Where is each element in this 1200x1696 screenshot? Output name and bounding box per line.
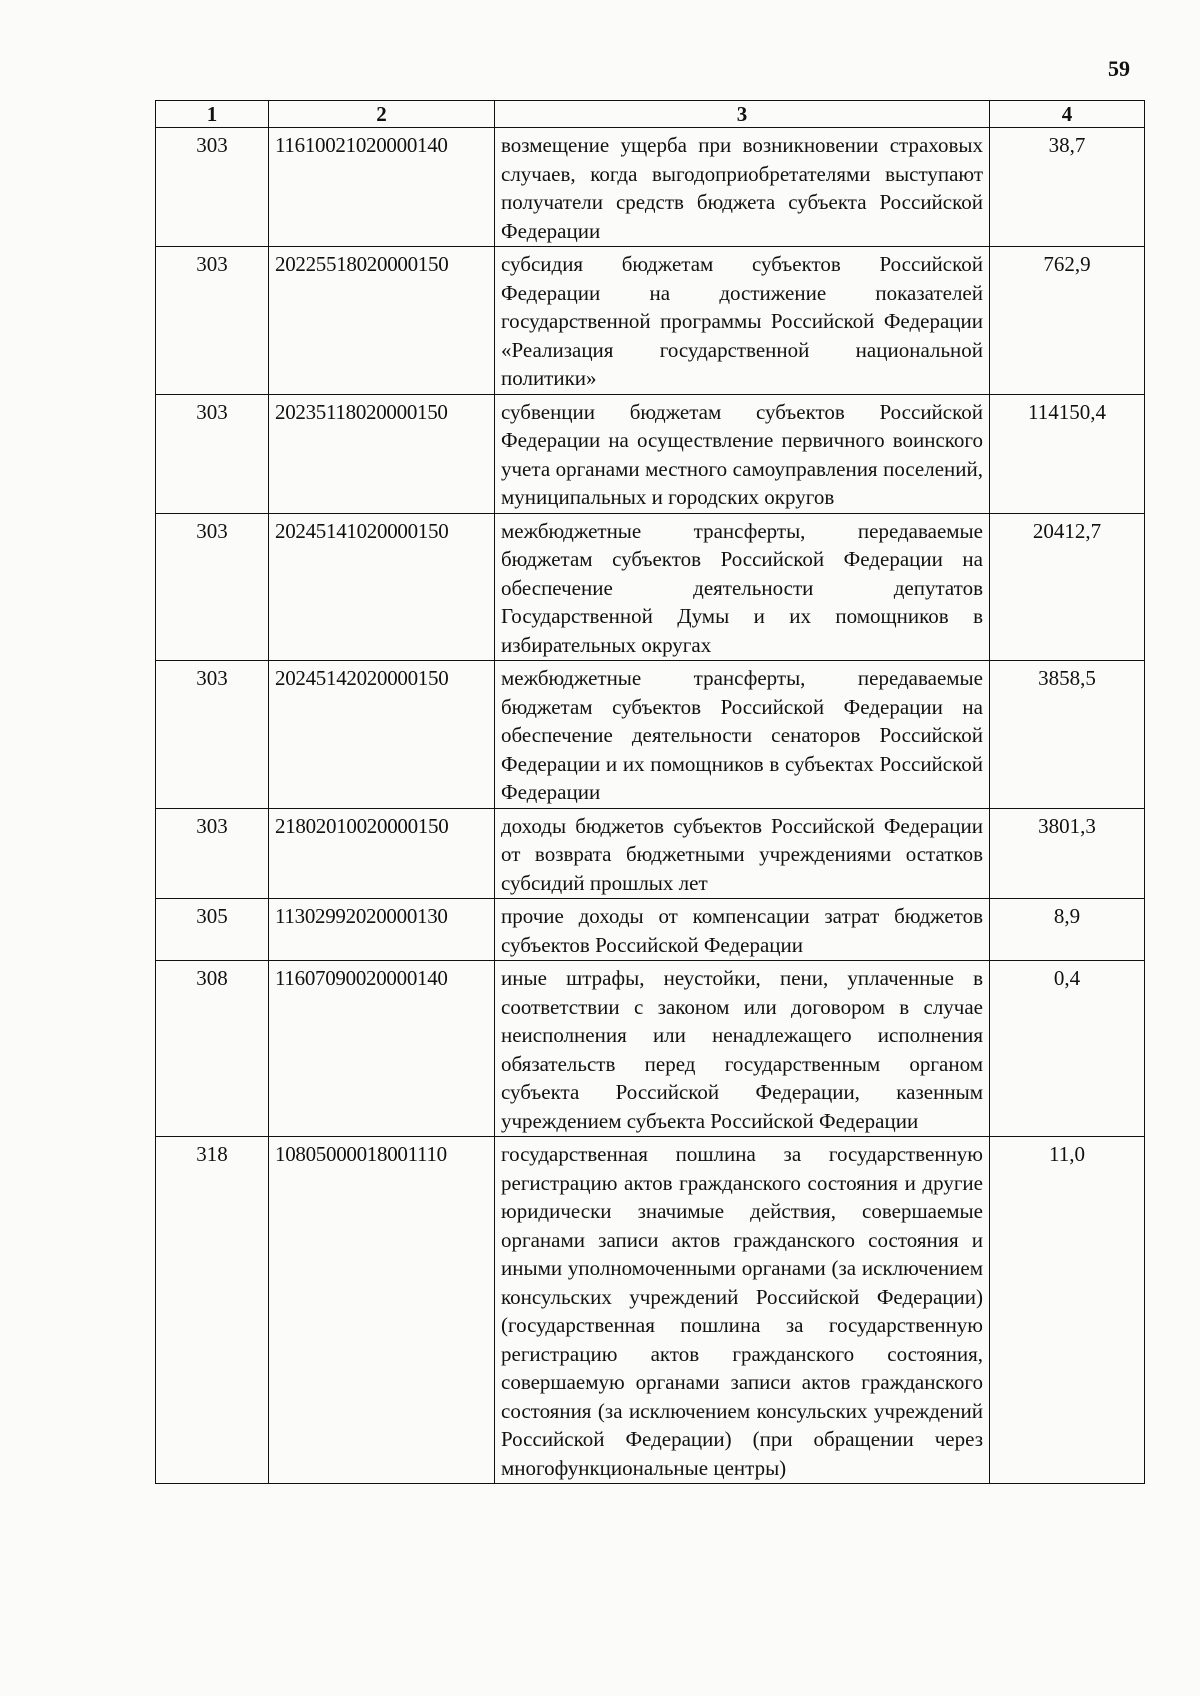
description-cell: субсидия бюджетам субъектов Российской Федерации на достижение показателей государственной программы Российской Федерации «Реализация государственной национальной политики» (495, 247, 990, 395)
admin-code-cell: 303 (156, 128, 269, 247)
amount-cell: 3801,3 (990, 808, 1145, 899)
kbk-code-cell: 20245141020000150 (269, 513, 495, 661)
table-row (156, 394, 1145, 513)
kbk-code-cell: 11607090020000140 (269, 961, 495, 1137)
page-number: 59 (1108, 56, 1130, 81)
amount-cell: 762,9 (990, 247, 1145, 395)
table-row (156, 247, 1145, 395)
admin-code-cell: 308 (156, 961, 269, 1137)
kbk-code-cell: 11610021020000140 (269, 128, 495, 247)
header-col-4: 4 (990, 101, 1145, 128)
kbk-code-cell: 20235118020000150 (269, 394, 495, 513)
admin-code-cell: 305 (156, 899, 269, 961)
description-cell: доходы бюджетов субъектов Российской Федерации от возврата бюджетными учреждениями остатков субсидий прошлых лет (495, 808, 990, 899)
kbk-code-cell: 10805000018001110 (269, 1137, 495, 1484)
description-cell: субвенции бюджетам субъектов Российской Федерации на осуществление первичного воинского учета органами местного самоуправления поселений, муниципальных и городских округов (495, 394, 990, 513)
amount-cell: 8,9 (990, 899, 1145, 961)
description-cell: возмещение ущерба при возникновении страховых случаев, когда выгодоприобретателями выступают получатели средств бюджета субъекта Российской Федерации (495, 128, 990, 247)
description-cell: межбюджетные трансферты, передаваемые бюджетам субъектов Российской Федерации на обеспечение деятельности сенаторов Российской Федерации и их помощников в субъектах Российской Федерации (495, 661, 990, 809)
amount-cell: 114150,4 (990, 394, 1145, 513)
amount-cell: 0,4 (990, 961, 1145, 1137)
amount-cell: 38,7 (990, 128, 1145, 247)
admin-code-cell: 303 (156, 661, 269, 809)
table-row (156, 808, 1145, 899)
admin-code-cell: 318 (156, 1137, 269, 1484)
table-row (156, 899, 1145, 961)
admin-code-cell: 303 (156, 513, 269, 661)
header-col-3: 3 (495, 101, 990, 128)
description-cell: иные штрафы, неустойки, пени, уплаченные в соответствии с законом или договором в случае неисполнения или ненадлежащего исполнения обязательств перед государственным органом субъекта Российской Федерации, казенным учреждением субъекта Российской Федерации (495, 961, 990, 1137)
table-row (156, 513, 1145, 661)
revenue-table (155, 100, 1145, 1484)
table-row (156, 961, 1145, 1137)
table-header-row (156, 101, 1145, 128)
description-cell: прочие доходы от компенсации затрат бюджетов субъектов Российской Федерации (495, 899, 990, 961)
table-row (156, 128, 1145, 247)
kbk-code-cell: 11302992020000130 (269, 899, 495, 961)
amount-cell: 20412,7 (990, 513, 1145, 661)
admin-code-cell: 303 (156, 247, 269, 395)
amount-cell: 3858,5 (990, 661, 1145, 809)
header-col-1: 1 (156, 101, 269, 128)
admin-code-cell: 303 (156, 394, 269, 513)
description-cell: государственная пошлина за государственную регистрацию актов гражданского состояния и другие юридически значимые действия, совершаемые органами записи актов гражданского состояния и иными уполномоченными органами (за исключением консульских учреждений Российской Федерации) (государственная пошлина за государственную регистрацию актов гражданского состояния, совершаемую органами записи актов гражданского состояния (за исключением консульских учреждений Российской Федерации) (при обращении через многофункциональные центры) (495, 1137, 990, 1484)
kbk-code-cell: 21802010020000150 (269, 808, 495, 899)
table-row (156, 661, 1145, 809)
amount-cell: 11,0 (990, 1137, 1145, 1484)
kbk-code-cell: 20225518020000150 (269, 247, 495, 395)
kbk-code-cell: 20245142020000150 (269, 661, 495, 809)
table-row (156, 1137, 1145, 1484)
description-cell: межбюджетные трансферты, передаваемые бюджетам субъектов Российской Федерации на обеспечение деятельности депутатов Государственной Думы и их помощников в избирательных округах (495, 513, 990, 661)
header-col-2: 2 (269, 101, 495, 128)
admin-code-cell: 303 (156, 808, 269, 899)
